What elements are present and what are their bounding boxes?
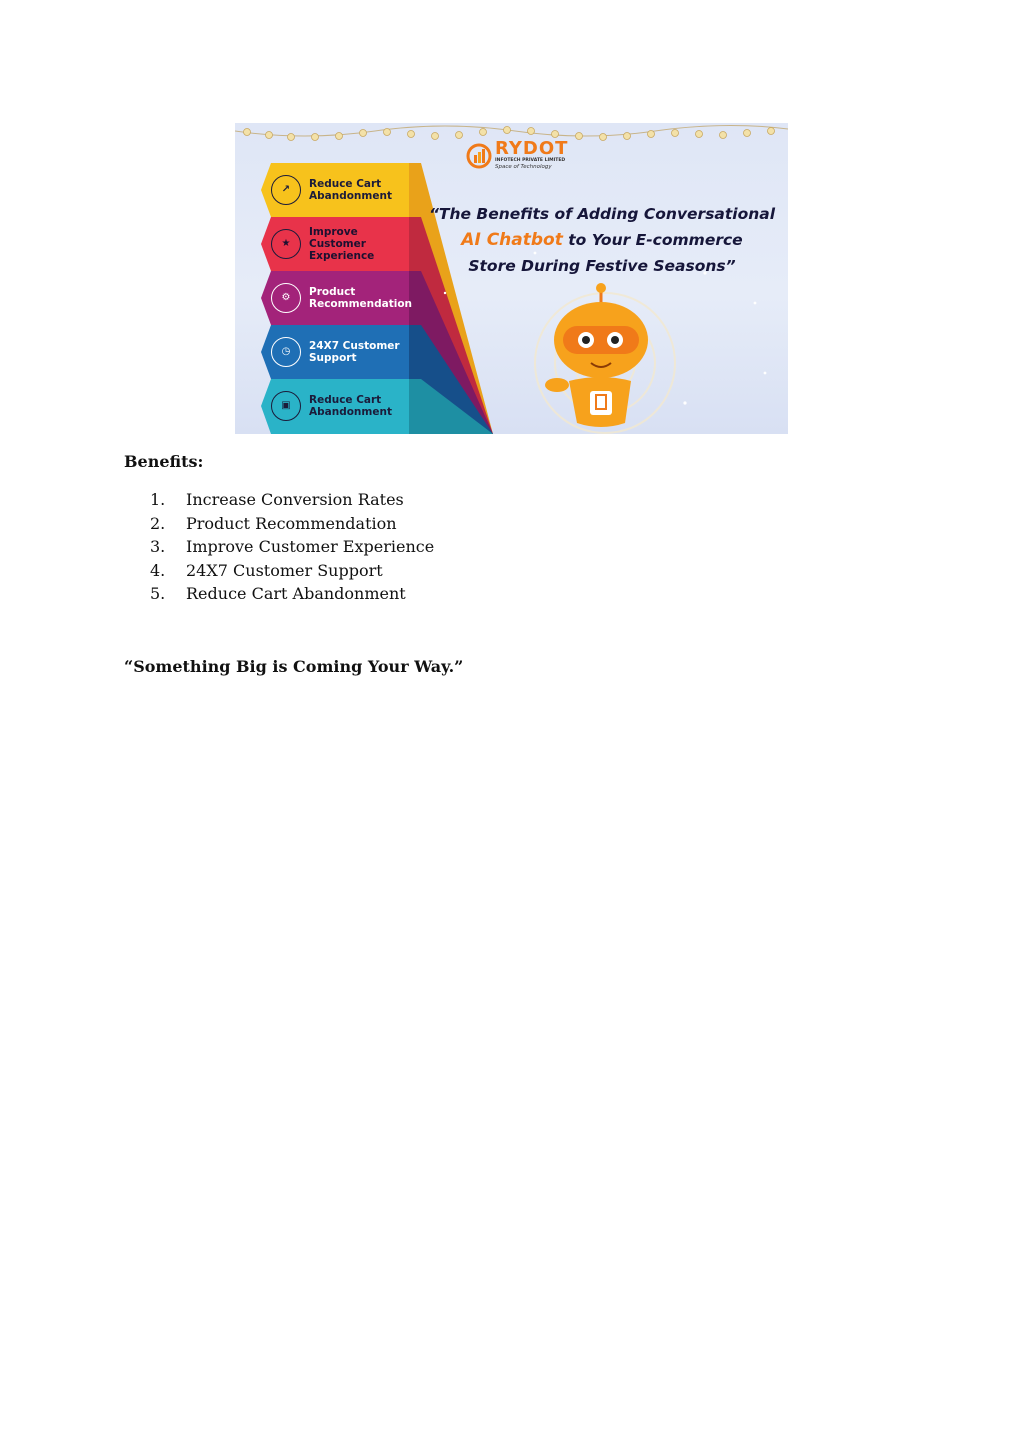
benefits-heading: Benefits: xyxy=(124,452,204,471)
banner-step-label: Reduce Cart Abandonment xyxy=(309,394,392,418)
banner-step-1 xyxy=(261,163,411,217)
banner-step-label: Improve Customer Experience xyxy=(309,226,375,262)
headline-line-3: Store During Festive Seasons” xyxy=(468,257,736,275)
banner-step-2 xyxy=(261,217,411,271)
brand-logo xyxy=(465,140,568,171)
benefits-list xyxy=(150,488,434,606)
list-item xyxy=(150,582,434,606)
list-item xyxy=(150,488,434,512)
banner-image xyxy=(235,123,788,434)
headline-line-2-rest: to Your E-commerce xyxy=(562,231,743,249)
list-text: Increase Conversion Rates xyxy=(186,490,404,509)
banner-step-label: Reduce Cart Abandonment xyxy=(309,178,392,202)
banner-headline xyxy=(421,201,783,279)
banner-step-label: 24X7 Customer Support xyxy=(309,340,400,364)
headline-line-2 xyxy=(421,227,783,253)
closing-quote: “Something Big is Coming Your Way.” xyxy=(124,657,464,676)
banner-step-label: Product Recommendation xyxy=(309,286,413,310)
list-number: 5. xyxy=(150,584,166,603)
list-text: Reduce Cart Abandonment xyxy=(186,584,406,603)
cart-lock-icon: ▣ xyxy=(271,391,301,421)
rydot-logo-icon xyxy=(465,142,493,170)
list-number: 3. xyxy=(150,537,166,556)
brand-tagline: Space of Technology xyxy=(495,164,552,170)
list-item xyxy=(150,535,434,559)
list-text: Product Recommendation xyxy=(186,513,397,533)
list-text: 24X7 Customer Support xyxy=(186,560,383,580)
headline-highlight: AI Chatbot xyxy=(461,230,563,250)
list-text: Improve Customer Experience xyxy=(186,537,435,556)
banner-step-4 xyxy=(261,325,411,379)
clock-24-icon: ◷ xyxy=(271,337,301,367)
list-item xyxy=(150,512,434,536)
gear-box-icon: ⚙ xyxy=(271,283,301,313)
banner-step-5 xyxy=(261,379,411,433)
brand-name: RYDOT xyxy=(495,138,569,159)
list-item xyxy=(150,559,434,583)
list-number: 2. xyxy=(150,513,166,533)
banner-step-3 xyxy=(261,271,411,325)
chart-growth-icon: ↗ xyxy=(271,175,301,205)
list-number: 4. xyxy=(150,560,166,580)
stars-user-icon: ★ xyxy=(271,229,301,259)
list-number: 1. xyxy=(150,490,166,509)
headline-line-1: “The Benefits of Adding Conversational xyxy=(428,205,776,223)
brand-subtitle: INFOTECH PRIVATE LIMITED xyxy=(495,158,566,163)
